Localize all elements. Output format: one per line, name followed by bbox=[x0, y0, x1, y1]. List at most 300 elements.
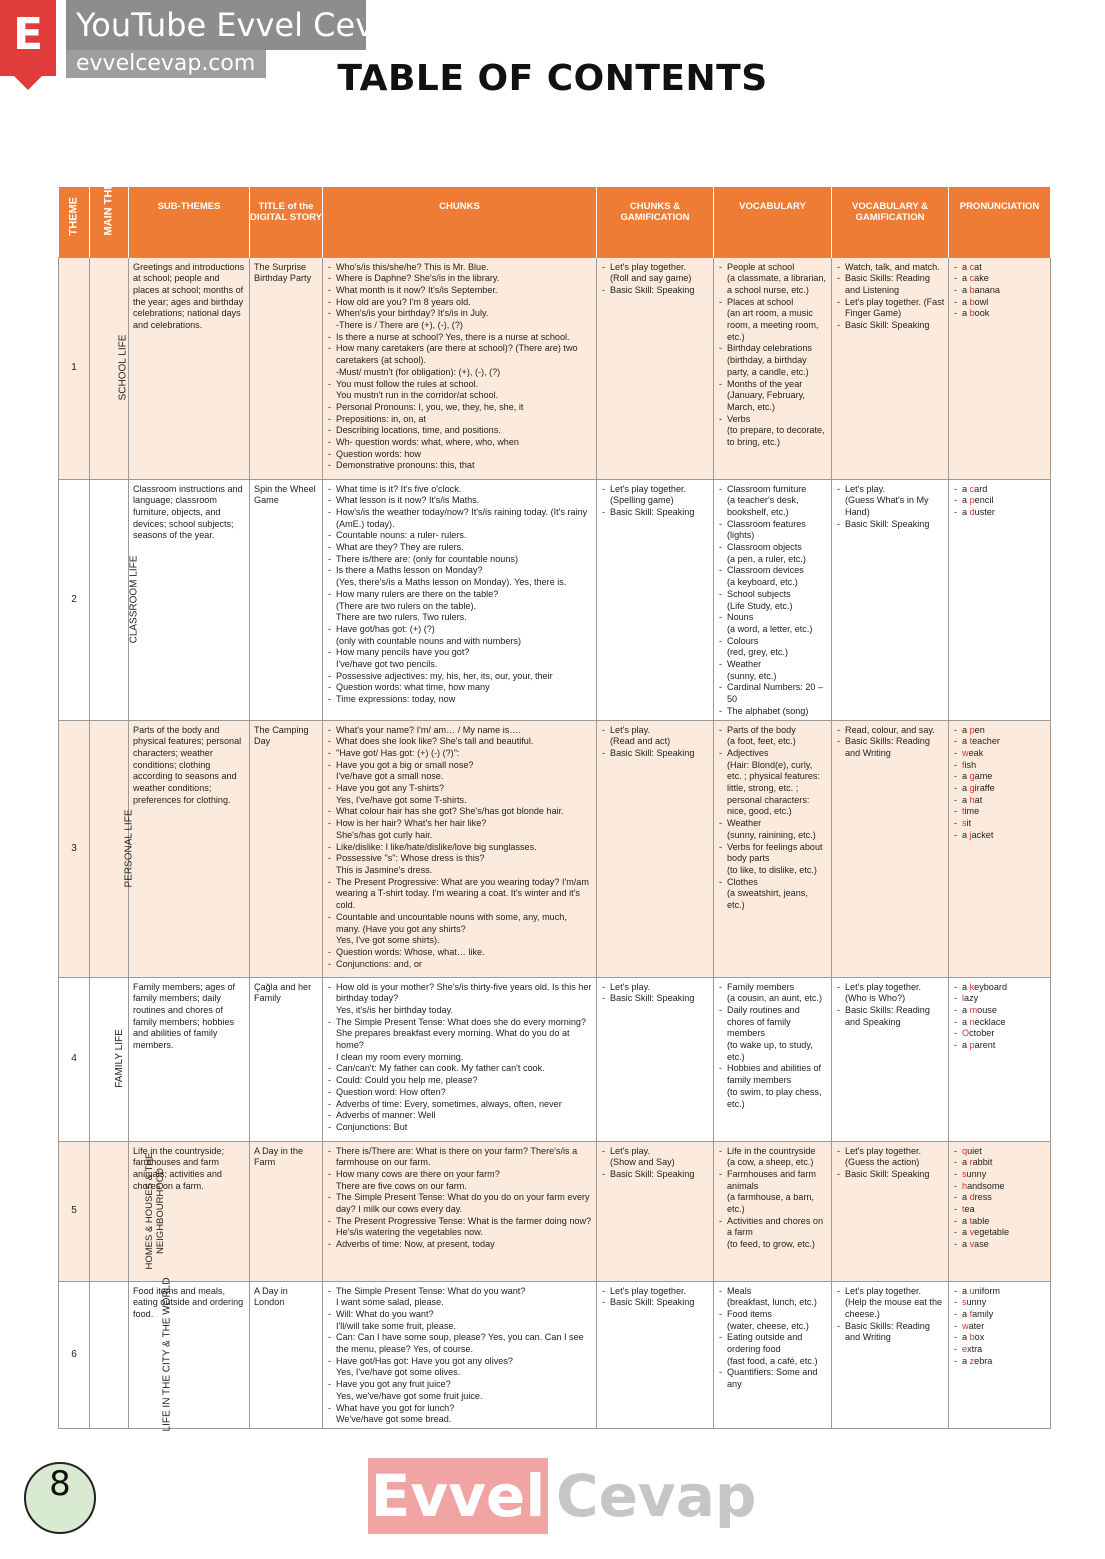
list-item: - Family members (a cousin, an aunt, etc.) bbox=[718, 982, 828, 1005]
pronunciation-word bbox=[953, 1309, 1047, 1321]
header-theme: THEME bbox=[59, 187, 90, 257]
list-item: - School subjects (Life Study, etc.) bbox=[718, 589, 828, 612]
word-highlight-letter: t bbox=[962, 806, 965, 817]
word-rest: uster bbox=[974, 506, 995, 517]
bullet-list bbox=[718, 1146, 828, 1251]
word-highlight-letter: h bbox=[969, 794, 975, 805]
pronunciation-word bbox=[953, 262, 1047, 274]
word-rest: ake bbox=[974, 273, 989, 284]
word-rest: niform bbox=[974, 1285, 1000, 1296]
list-item: - Weather (sunny, rainining, etc.) bbox=[718, 818, 828, 841]
vocabulary-cell bbox=[714, 720, 832, 977]
word-rest: able bbox=[972, 1215, 990, 1226]
pronunciation-word bbox=[953, 1146, 1047, 1158]
pronunciation-cell bbox=[949, 977, 1051, 1141]
word-prefix: a bbox=[962, 284, 970, 295]
chunks-gamification-cell bbox=[597, 1281, 714, 1428]
table-row bbox=[59, 479, 1051, 720]
header-vocabulary-gamification: VOCABULARY & GAMIFICATION bbox=[832, 187, 949, 257]
digital-story-cell: A Day in the Farm bbox=[250, 1141, 323, 1281]
list-item: - Countable and uncountable nouns with some, any, much, many. (Have you got any shirts? Yes, I've got some shirts). bbox=[327, 912, 593, 947]
watermark-logo: E bbox=[0, 0, 56, 76]
page-title: TABLE OF CONTENTS bbox=[337, 58, 768, 99]
list-item: - The Simple Present Tense: What do you do on your farm every day? I milk our cows every day. bbox=[327, 1192, 593, 1215]
word-prefix: a bbox=[962, 1016, 970, 1027]
list-item: - Eating outside and ordering food (fast food, a café, etc.) bbox=[718, 1332, 828, 1367]
word-rest: amily bbox=[972, 1308, 994, 1319]
list-item: - Adverbs of time: Every, sometimes, always, often, never bbox=[327, 1099, 593, 1111]
word-rest: ox bbox=[974, 1332, 985, 1343]
list-item: - Conjunctions: and, or bbox=[327, 959, 593, 971]
watermark-line2: evvelcevap.com bbox=[66, 50, 266, 78]
theme-number: 1 bbox=[59, 257, 90, 479]
bullet-list bbox=[601, 262, 710, 297]
word-rest: azy bbox=[964, 993, 979, 1004]
bullet-list bbox=[601, 725, 710, 760]
word-highlight-letter: f bbox=[962, 759, 965, 770]
chunks-cell bbox=[323, 977, 597, 1141]
word-highlight-letter: b bbox=[969, 1332, 975, 1343]
main-theme-label: SCHOOL LIFE bbox=[117, 334, 129, 401]
pronunciation-word bbox=[953, 1239, 1047, 1251]
header-sub-themes: SUB-THEMES bbox=[129, 187, 250, 257]
digital-story-cell: Spin the Wheel Game bbox=[250, 479, 323, 720]
list-item: - Who's/is this/she/he? This is Mr. Blue. bbox=[327, 262, 593, 274]
header-digital-story: TITLE of the DIGITAL STORY bbox=[250, 187, 323, 257]
pronunciation-word bbox=[953, 1216, 1047, 1228]
pronunciation-word bbox=[953, 273, 1047, 285]
list-item: - Colours (red, grey, etc.) bbox=[718, 636, 828, 659]
word-highlight-letter: c bbox=[969, 261, 975, 272]
bullet-list bbox=[953, 982, 1047, 1052]
word-prefix: a bbox=[962, 273, 970, 284]
word-rest: owl bbox=[974, 296, 989, 307]
list-item: - Food items (water, cheese, etc.) bbox=[718, 1309, 828, 1332]
word-rest: andsome bbox=[967, 1180, 1005, 1191]
header-pronunciation: PRONUNCIATION bbox=[949, 187, 1051, 257]
word-prefix: a bbox=[962, 1332, 970, 1343]
pronunciation-word bbox=[953, 1344, 1047, 1356]
word-rest: egetable bbox=[974, 1227, 1010, 1238]
list-item: - Question words: what time, how many bbox=[327, 682, 593, 694]
word-rest: ish bbox=[964, 759, 977, 770]
list-item: - Basic Skills: Reading and Writing bbox=[836, 736, 945, 759]
list-item: - How many pencils have you got? I've/have got two pencils. bbox=[327, 647, 593, 670]
word-highlight-letter: d bbox=[969, 506, 975, 517]
word-highlight-letter: t bbox=[969, 736, 973, 747]
chunks-cell bbox=[323, 479, 597, 720]
chunks-gamification-cell bbox=[597, 1141, 714, 1281]
pronunciation-word bbox=[953, 1204, 1047, 1216]
bullet-list bbox=[718, 1286, 828, 1391]
header-vocabulary: VOCABULARY bbox=[714, 187, 832, 257]
word-highlight-letter: O bbox=[962, 1028, 970, 1039]
list-item: - People at school (a classmate, a librarian, a school nurse, etc.) bbox=[718, 262, 828, 297]
word-rest: at bbox=[974, 261, 982, 272]
word-prefix: a bbox=[962, 261, 970, 272]
pronunciation-word bbox=[953, 1227, 1047, 1239]
bullet-list bbox=[601, 1286, 710, 1309]
word-rest: ime bbox=[964, 806, 980, 817]
pronunciation-word bbox=[953, 783, 1047, 795]
list-item: - Classroom features (lights) bbox=[718, 519, 828, 542]
list-item: - Basic Skills: Reading and Listening bbox=[836, 273, 945, 296]
pronunciation-word bbox=[953, 1321, 1047, 1333]
word-rest: ctober bbox=[969, 1028, 995, 1039]
word-highlight-letter: z bbox=[969, 1355, 975, 1366]
bullet-list bbox=[327, 484, 593, 706]
header-main-theme: MAIN THEME bbox=[90, 187, 129, 257]
pronunciation-word bbox=[953, 297, 1047, 309]
word-highlight-letter: v bbox=[969, 1227, 975, 1238]
list-item: - What does she look like? She's tall and beautiful. bbox=[327, 736, 593, 748]
word-rest: abbit bbox=[972, 1157, 993, 1168]
list-item: - Will: What do you want? I'll/will take some fruit, please. bbox=[327, 1309, 593, 1332]
chunks-gamification-cell bbox=[597, 257, 714, 479]
list-item: - Conjunctions: But bbox=[327, 1122, 593, 1134]
pronunciation-word bbox=[953, 1181, 1047, 1193]
word-rest: ress bbox=[974, 1192, 992, 1203]
word-highlight-letter: s bbox=[962, 1297, 967, 1308]
list-item: - Have you got any fruit juice? Yes, we've/have got some fruit juice. bbox=[327, 1379, 593, 1402]
pronunciation-word bbox=[953, 1028, 1047, 1040]
list-item: - Have you got any T-shirts? Yes, I've/have got some T-shirts. bbox=[327, 783, 593, 806]
list-item: - "Have got/ Has got: (+) (-) (?)": bbox=[327, 748, 593, 760]
chunks-cell bbox=[323, 1281, 597, 1428]
main-theme-label: FAMILY LIFE bbox=[113, 1029, 125, 1088]
pronunciation-word bbox=[953, 1297, 1047, 1309]
list-item: - Classroom objects (a pen, a ruler, etc.) bbox=[718, 542, 828, 565]
bullet-list bbox=[836, 1286, 945, 1345]
list-item: - Prepositions: in, on, at bbox=[327, 414, 593, 426]
list-item: - Classroom devices (a keyboard, etc.) bbox=[718, 565, 828, 588]
list-item: - What month is it now? It's/is September. bbox=[327, 285, 593, 297]
list-item: - Wh- question words: what, where, who, when bbox=[327, 437, 593, 449]
list-item: - Let's play together. (Spelling game) bbox=[601, 484, 710, 507]
word-rest: ard bbox=[974, 483, 988, 494]
pronunciation-word bbox=[953, 982, 1047, 994]
list-item: - Life in the countryside (a cow, a sheep, etc.) bbox=[718, 1146, 828, 1169]
pronunciation-word bbox=[953, 993, 1047, 1005]
list-item: - Let's play. (Guess What's in My Hand) bbox=[836, 484, 945, 519]
pronunciation-cell bbox=[949, 1141, 1051, 1281]
word-rest: ouse bbox=[977, 1004, 997, 1015]
list-item: - Basic Skill: Speaking bbox=[601, 1297, 710, 1309]
list-item: - The Present Progressive: What are you wearing today? I'm/am wearing a T-shirt today. I'm wearing a coat. It's winter and it's cold. bbox=[327, 877, 593, 912]
word-highlight-letter: d bbox=[969, 1192, 975, 1203]
word-rest: uiet bbox=[967, 1145, 982, 1156]
word-rest: ase bbox=[974, 1239, 989, 1250]
list-item: - Hobbies and abilities of family members (to swim, to play chess, etc.) bbox=[718, 1063, 828, 1110]
bullet-list bbox=[953, 725, 1047, 842]
vocabulary-gamification-cell bbox=[832, 257, 949, 479]
bullet-list bbox=[953, 262, 1047, 321]
list-item: - Verbs for feelings about body parts (to like, to dislike, etc.) bbox=[718, 842, 828, 877]
pronunciation-word bbox=[953, 1005, 1047, 1017]
list-item: - Nouns (a word, a letter, etc.) bbox=[718, 612, 828, 635]
list-item: - Have got/Has got: Have you got any olives? Yes, I've/have got some olives. bbox=[327, 1356, 593, 1379]
list-item: - Let's play together. (Guess the action) bbox=[836, 1146, 945, 1169]
bullet-list bbox=[327, 1286, 593, 1426]
bullet-list bbox=[836, 484, 945, 531]
pronunciation-word bbox=[953, 1040, 1047, 1052]
list-item: - Personal Pronouns: I, you, we, they, he, she, it bbox=[327, 402, 593, 414]
word-highlight-letter: t bbox=[969, 1215, 973, 1226]
bullet-list bbox=[953, 484, 1047, 519]
list-item: - Places at school (an art room, a music room, a meeting room, etc.) bbox=[718, 297, 828, 344]
table-row bbox=[59, 1141, 1051, 1281]
list-item: - Weather (sunny, etc.) bbox=[718, 659, 828, 682]
list-item: - The Simple Present Tense: What does she do every morning? She prepares breakfast every morning. What do you do at home? I clean my room every morning. bbox=[327, 1017, 593, 1064]
pronunciation-word bbox=[953, 1169, 1047, 1181]
list-item: - Let's play. (Show and Say) bbox=[601, 1146, 710, 1169]
theme-number: 6 bbox=[59, 1281, 90, 1428]
page-number: 8 bbox=[24, 1462, 96, 1534]
pronunciation-word bbox=[953, 1356, 1047, 1368]
pronunciation-cell bbox=[949, 479, 1051, 720]
word-prefix: a bbox=[962, 724, 970, 735]
word-rest: ook bbox=[974, 308, 990, 319]
pronunciation-word bbox=[953, 495, 1047, 507]
word-rest: arent bbox=[974, 1040, 996, 1051]
word-rest: acket bbox=[971, 829, 994, 840]
word-prefix: a bbox=[962, 1157, 970, 1168]
list-item: - How's/is the weather today/now? It's/is raining today. (It's rainy (AmE.) today). bbox=[327, 507, 593, 530]
bullet-list bbox=[718, 725, 828, 912]
list-item: - How is her hair? What's her hair like? She's/has got curly hair. bbox=[327, 818, 593, 841]
pronunciation-cell bbox=[949, 720, 1051, 977]
table-header-row bbox=[59, 187, 1051, 257]
list-item: - Is there a Maths lesson on Monday? (Yes, there's/is a Maths lesson on Monday). Yes, there is. bbox=[327, 565, 593, 588]
bullet-list bbox=[718, 262, 828, 449]
list-item: - Verbs (to prepare, to decorate, to bring, etc.) bbox=[718, 414, 828, 449]
theme-number: 3 bbox=[59, 720, 90, 977]
list-item: - There is/there are: (only for countable nouns) bbox=[327, 554, 593, 566]
vocabulary-gamification-cell bbox=[832, 720, 949, 977]
main-theme-cell bbox=[90, 257, 129, 479]
bullet-list bbox=[953, 1286, 1047, 1368]
list-item: - Read, colour, and say. bbox=[836, 725, 945, 737]
main-theme-cell bbox=[90, 1141, 166, 1281]
list-item: - You must follow the rules at school. You mustn't run in the corridor/at school. bbox=[327, 379, 593, 402]
list-item: - Months of the year (January, February, March, etc.) bbox=[718, 379, 828, 414]
list-item: - Basic Skill: Speaking bbox=[836, 1169, 945, 1181]
theme-number: 2 bbox=[59, 479, 90, 720]
word-prefix: a bbox=[962, 736, 970, 747]
vocabulary-cell bbox=[714, 977, 832, 1141]
word-highlight-letter: p bbox=[969, 1040, 975, 1051]
list-item: - Is there a nurse at school? Yes, there is a nurse at school. bbox=[327, 332, 593, 344]
list-item: - Basic Skill: Speaking bbox=[601, 285, 710, 297]
list-item: - How many cows are there on your farm? There are five cows on our farm. bbox=[327, 1169, 593, 1192]
bullet-list bbox=[327, 262, 593, 473]
word-highlight-letter: c bbox=[969, 483, 975, 494]
list-item: - Adverbs of manner: Well bbox=[327, 1110, 593, 1122]
pronunciation-word bbox=[953, 308, 1047, 320]
list-item: - Can: Can I have some soup, please? Yes, you can. Can I see the menu, please? Yes, of course. bbox=[327, 1332, 593, 1355]
vocabulary-gamification-cell bbox=[832, 1141, 949, 1281]
header-chunks-gamification: CHUNKS & GAMIFICATION bbox=[597, 187, 714, 257]
word-highlight-letter: m bbox=[969, 1004, 978, 1015]
word-prefix: a bbox=[962, 1215, 970, 1226]
digital-story-cell: A Day in London bbox=[250, 1281, 323, 1428]
list-item: - Cardinal Numbers: 20 – 50 bbox=[718, 682, 828, 705]
list-item: - Let's play. (Read and act) bbox=[601, 725, 710, 748]
sub-themes-cell: Family members; ages of family members; daily routines and chores of family members; hobbies and abilities of family members. bbox=[129, 977, 250, 1141]
list-item: - Where is Daphne? She's/is in the library. bbox=[327, 273, 593, 285]
word-rest: ea bbox=[964, 1204, 975, 1215]
pronunciation-word bbox=[953, 725, 1047, 737]
list-item: - Classroom furniture (a teacher's desk, bookshelf, etc.) bbox=[718, 484, 828, 519]
word-rest: ebra bbox=[974, 1355, 993, 1366]
word-prefix: a bbox=[962, 771, 970, 782]
list-item: - How old is your mother? She's/is thirty-five years old. Is this her birthday today? Yes, it's/is her birthday today. bbox=[327, 982, 593, 1017]
chunks-cell bbox=[323, 720, 597, 977]
list-item: - Basic Skill: Speaking bbox=[836, 320, 945, 332]
pronunciation-word bbox=[953, 1157, 1047, 1169]
pronunciation-word bbox=[953, 1192, 1047, 1204]
word-prefix: a bbox=[962, 296, 970, 307]
chunks-gamification-cell bbox=[597, 977, 714, 1141]
bullet-list bbox=[601, 982, 710, 1005]
list-item: - Let's play together. bbox=[601, 1286, 710, 1298]
list-item: - Basic Skills: Reading and Speaking bbox=[836, 1005, 945, 1028]
table-row bbox=[59, 977, 1051, 1141]
word-highlight-letter: v bbox=[969, 1239, 975, 1250]
sub-themes-cell: Parts of the body and physical features; personal characters; weather conditions; clothing according to seasons and weather conditions; preferences for clothing. bbox=[129, 720, 250, 977]
pronunciation-word bbox=[953, 484, 1047, 496]
list-item: - How many rulers are there on the table? (There are two rulers on the table). There are two rulers. Two rulers. bbox=[327, 589, 593, 624]
word-highlight-letter: k bbox=[969, 981, 975, 992]
bullet-list bbox=[718, 982, 828, 1111]
pronunciation-word bbox=[953, 760, 1047, 772]
word-highlight-letter: n bbox=[969, 1016, 975, 1027]
word-highlight-letter: w bbox=[962, 1320, 969, 1331]
bullet-list bbox=[718, 484, 828, 718]
list-item: - What have you got for lunch? We've/have got some bread. bbox=[327, 1403, 593, 1426]
word-rest: anana bbox=[974, 284, 1000, 295]
list-item: - Parts of the body (a foot, feet, etc.) bbox=[718, 725, 828, 748]
word-rest: it bbox=[966, 818, 972, 829]
word-highlight-letter: p bbox=[969, 724, 975, 735]
word-prefix: a bbox=[962, 829, 970, 840]
pronunciation-word bbox=[953, 1332, 1047, 1344]
pronunciation-word bbox=[953, 1017, 1047, 1029]
word-highlight-letter: h bbox=[962, 1180, 968, 1191]
word-highlight-letter: l bbox=[962, 993, 965, 1004]
theme-number: 4 bbox=[59, 977, 90, 1141]
vocabulary-cell bbox=[714, 257, 832, 479]
list-item: - Let's play together. (Fast Finger Game) bbox=[836, 297, 945, 320]
list-item: - When's/is your birthday? It's/is in July. -There is / There are (+), (-), (?) bbox=[327, 308, 593, 331]
pronunciation-cell bbox=[949, 257, 1051, 479]
word-prefix: a bbox=[962, 1004, 970, 1015]
pronunciation-word bbox=[953, 748, 1047, 760]
list-item: - Meals (breakfast, lunch, etc.) bbox=[718, 1286, 828, 1309]
vocabulary-gamification-cell bbox=[832, 479, 949, 720]
bullet-list bbox=[836, 1146, 945, 1181]
list-item: - Have you got a big or small nose? I've/have got a small nose. bbox=[327, 760, 593, 783]
main-theme-label: HOMES & HOUSES & THE NEIGHBOURHOOD bbox=[144, 1152, 166, 1270]
word-prefix: a bbox=[962, 1285, 970, 1296]
main-theme-label: LIFE IN THE CITY & THE WORLD bbox=[161, 1277, 173, 1432]
word-rest: iraffe bbox=[974, 783, 995, 794]
pronunciation-word bbox=[953, 806, 1047, 818]
pronunciation-cell bbox=[949, 1281, 1051, 1428]
list-item: - Farmhouses and farm animals (a farmhouse, a barn, etc.) bbox=[718, 1169, 828, 1216]
sub-themes-cell: Classroom instructions and language; classroom furniture, objects, and devices; school subjects; seasons of the year. bbox=[129, 479, 250, 720]
word-rest: at bbox=[974, 794, 983, 805]
list-item: - Time expressions: today, now bbox=[327, 694, 593, 706]
main-theme-label: CLASSROOM LIFE bbox=[128, 555, 140, 644]
watermark-line1: YouTube Evvel Cevap bbox=[66, 0, 366, 50]
list-item: - The alphabet (song) bbox=[718, 706, 828, 718]
sub-themes-cell: Food items and meals, eating outside and ordering food. bbox=[129, 1281, 250, 1428]
bullet-list bbox=[327, 1146, 593, 1251]
list-item: - Adjectives (Hair: Blond(e), curly, etc. ; physical features: little, strong, etc. ; personal characters: nice, good, etc.) bbox=[718, 748, 828, 818]
word-rest: xtra bbox=[967, 1344, 983, 1355]
list-item: - Demonstrative pronouns: this, that bbox=[327, 460, 593, 472]
word-rest: eyboard bbox=[974, 981, 1008, 992]
word-prefix: a bbox=[962, 1355, 970, 1366]
bullet-list bbox=[601, 1146, 710, 1181]
chunks-gamification-cell bbox=[597, 720, 714, 977]
word-highlight-letter: f bbox=[969, 1308, 973, 1319]
word-highlight-letter: p bbox=[969, 495, 975, 506]
word-prefix: a bbox=[962, 308, 970, 319]
list-item: - Describing locations, time, and positions. bbox=[327, 425, 593, 437]
word-rest: unny bbox=[966, 1168, 987, 1179]
word-highlight-letter: g bbox=[969, 771, 975, 782]
list-item: - Let's play. bbox=[601, 982, 710, 994]
word-prefix: a bbox=[962, 1192, 970, 1203]
list-item: - Basic Skill: Speaking bbox=[601, 1169, 710, 1181]
list-item: - Basic Skills: Reading and Writing bbox=[836, 1321, 945, 1344]
list-item: - What's your name? I'm/ am… / My name is…. bbox=[327, 725, 593, 737]
table-row bbox=[59, 720, 1051, 977]
table-row bbox=[59, 1281, 1051, 1428]
pronunciation-word bbox=[953, 1286, 1047, 1298]
list-item: - Watch, talk, and match. bbox=[836, 262, 945, 274]
header-chunks: CHUNKS bbox=[323, 187, 597, 257]
list-item: - Basic Skill: Speaking bbox=[601, 993, 710, 1005]
word-prefix: a bbox=[962, 794, 970, 805]
list-item: - Like/dislike: I like/hate/dislike/love big sunglasses. bbox=[327, 842, 593, 854]
list-item: - Basic Skill: Speaking bbox=[601, 748, 710, 760]
list-item: - What colour hair has she got? She's/has got blonde hair. bbox=[327, 806, 593, 818]
list-item: - Clothes (a sweatshirt, jeans, etc.) bbox=[718, 877, 828, 912]
main-theme-cell bbox=[90, 479, 140, 720]
list-item: - Have got/has got: (+) (?) (only with countable nouns and with numbers) bbox=[327, 624, 593, 647]
pronunciation-word bbox=[953, 771, 1047, 783]
list-item: - What time is it? It's five o'clock. bbox=[327, 484, 593, 496]
list-item: - Adverbs of time: Now, at present, today bbox=[327, 1239, 593, 1251]
digital-story-cell: The Surprise Birthday Party bbox=[250, 257, 323, 479]
bullet-list bbox=[953, 1146, 1047, 1251]
word-highlight-letter: u bbox=[969, 1285, 975, 1296]
word-highlight-letter: j bbox=[969, 829, 972, 840]
word-rest: ater bbox=[968, 1320, 985, 1331]
list-item: - Let's play together. (Roll and say game) bbox=[601, 262, 710, 285]
list-item: - Could: Could you help me, please? bbox=[327, 1075, 593, 1087]
vocabulary-cell bbox=[714, 1141, 832, 1281]
word-rest: unny bbox=[966, 1297, 987, 1308]
list-item: - The Simple Present Tense: What do you want? I want some salad, please. bbox=[327, 1286, 593, 1309]
list-item: - Basic Skill: Speaking bbox=[836, 519, 945, 531]
list-item: - How many caretakers (are there at school)? (There are) two caretakers (at school). -Must/ mustn't (for obligation): (+), (-), (?) bbox=[327, 343, 593, 378]
list-item: - Let's play together. (Help the mouse eat the cheese.) bbox=[836, 1286, 945, 1321]
bullet-list bbox=[836, 982, 945, 1029]
